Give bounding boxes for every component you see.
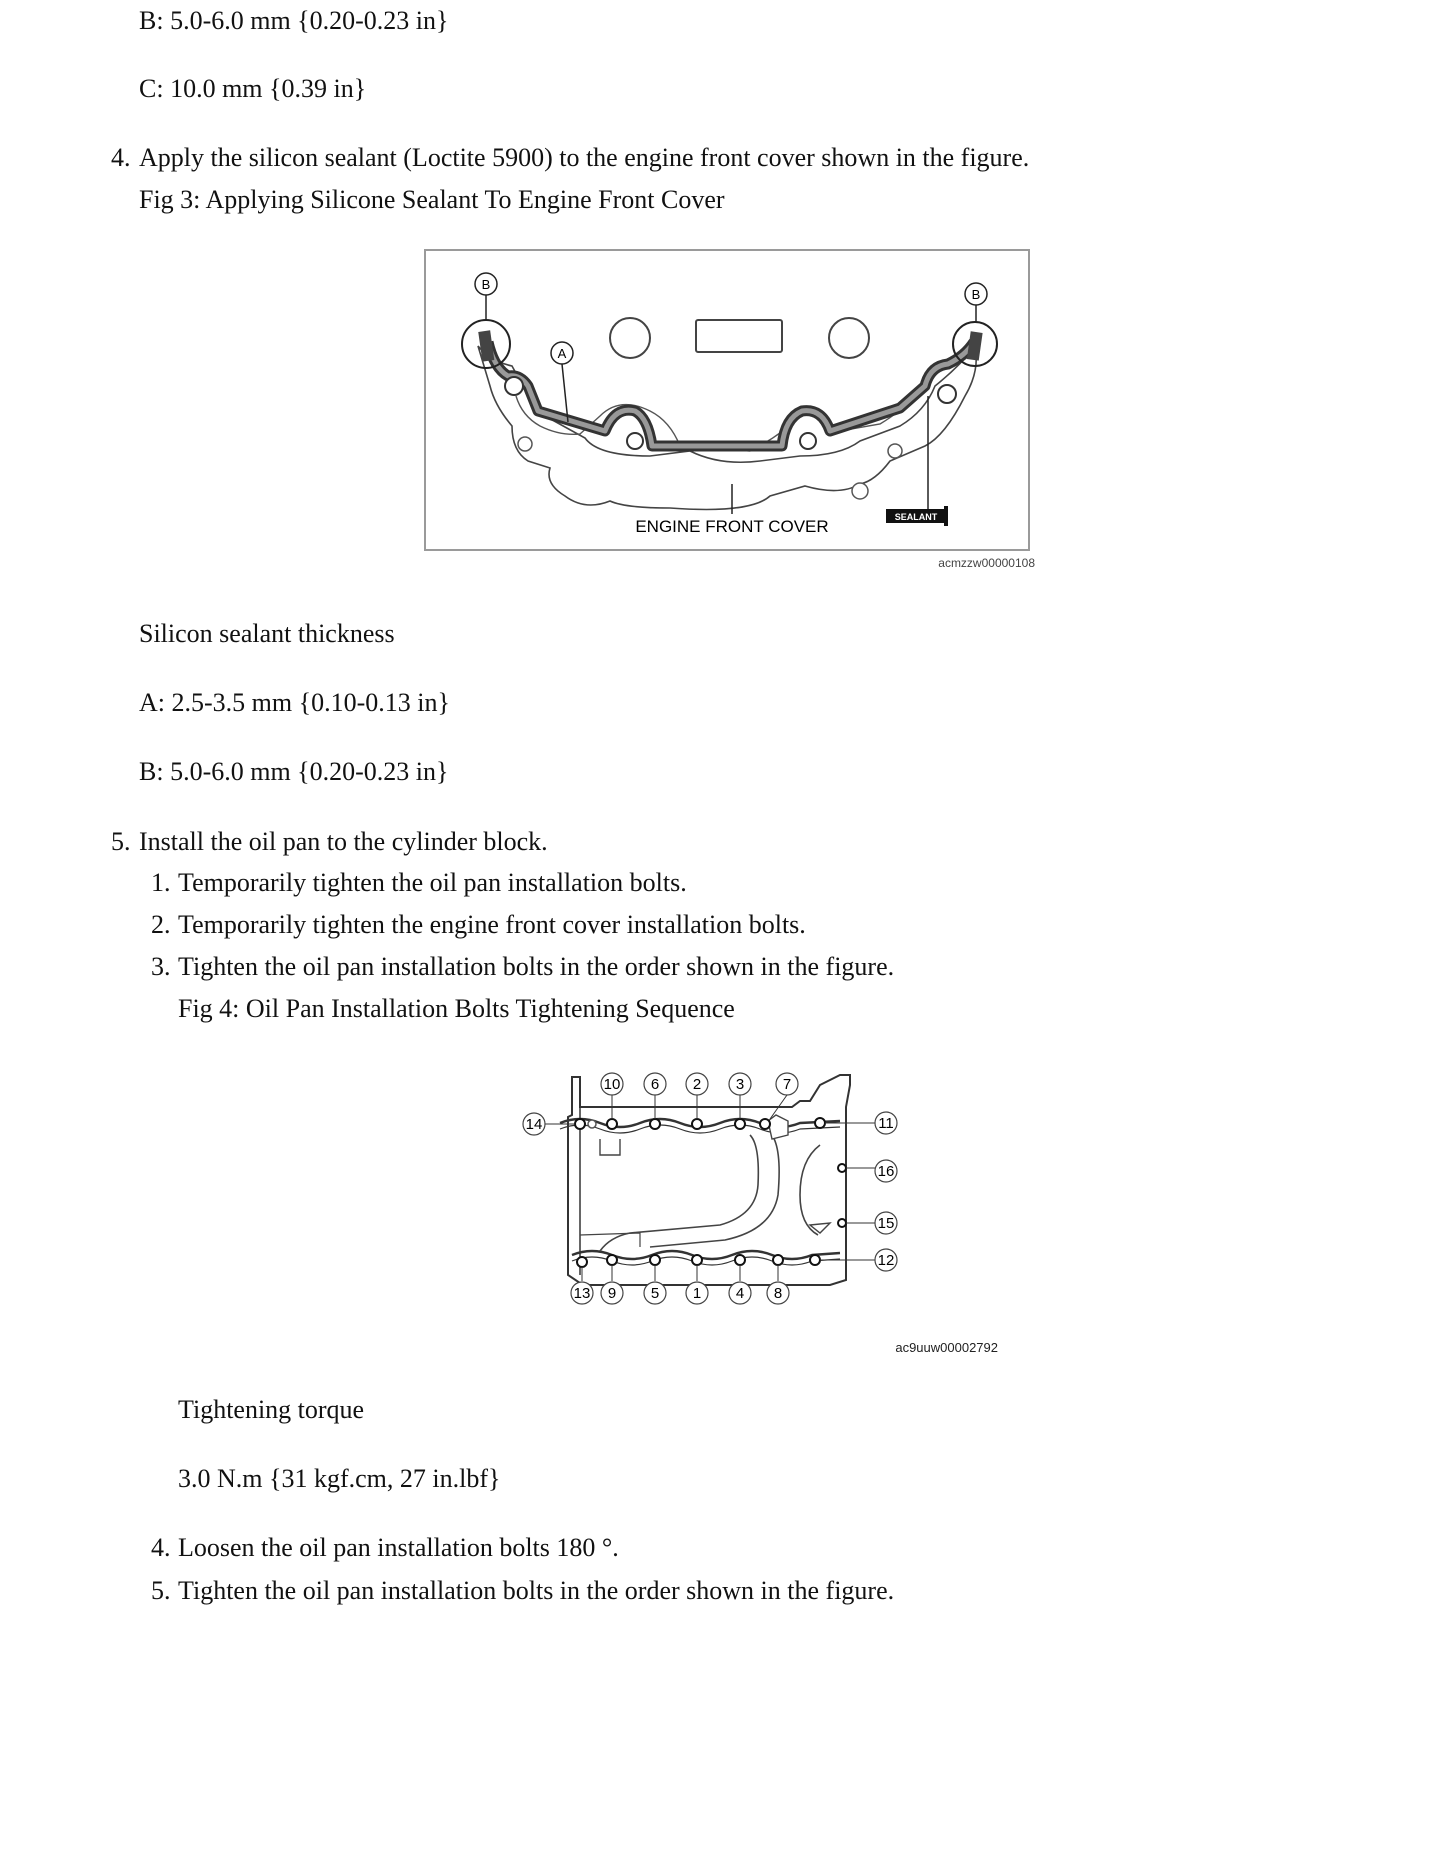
bolt-callout-9: 9 <box>607 1285 617 1302</box>
bolt-callout-3: 3 <box>735 1076 745 1093</box>
substep-2-number: 2. <box>151 910 171 939</box>
bolt-callout-2: 2 <box>692 1076 702 1093</box>
bolt-callout-5: 5 <box>650 1285 660 1302</box>
bolt-callout-14: 14 <box>525 1116 543 1133</box>
bolt-callout-11: 11 <box>878 1115 894 1132</box>
sealant-thickness-title: Silicon sealant thickness <box>139 619 395 648</box>
substep-2-text: Temporarily tighten the engine front cover installation bolts. <box>178 910 806 939</box>
substep-5-text: Tighten the oil pan installation bolts in the order shown in the figure. <box>178 1576 895 1605</box>
torque-title: Tightening torque <box>178 1395 365 1424</box>
step-5-number: 5. <box>111 827 131 856</box>
fig-3-cover-label: ENGINE FRONT COVER <box>635 517 829 536</box>
bolt-callout-16: 16 <box>877 1163 895 1180</box>
substep-5-number: 5. <box>151 1576 171 1605</box>
step-4-number: 4. <box>111 143 131 172</box>
substep-1-text: Temporarily tighten the oil pan installation bolts. <box>178 868 687 897</box>
fig-3-label-b-right: B <box>971 287 981 302</box>
substep-1-number: 1. <box>151 868 171 897</box>
bolt-callout-10: 10 <box>603 1076 621 1093</box>
bolt-callout-12: 12 <box>877 1252 895 1269</box>
bolt-callout-1: 1 <box>692 1285 702 1302</box>
fig-3-label-a: A <box>557 346 567 361</box>
spec-line-c-previous: C: 10.0 mm {0.39 in} <box>139 74 367 103</box>
fig-3-caption: Fig 3: Applying Silicone Sealant To Engine Front Cover <box>139 185 725 214</box>
fig-3-engine-front-cover-diagram <box>420 246 1040 576</box>
bolt-callout-4: 4 <box>735 1285 745 1302</box>
substep-4-text: Loosen the oil pan installation bolts 180 °. <box>178 1533 619 1562</box>
bolt-callout-13: 13 <box>573 1285 591 1302</box>
torque-value: 3.0 N.m {31 kgf.cm, 27 in.lbf} <box>178 1464 501 1493</box>
spec-line-b-previous: B: 5.0-6.0 mm {0.20-0.23 in} <box>139 6 449 35</box>
sealant-thickness-a: A: 2.5-3.5 mm {0.10-0.13 in} <box>139 688 450 717</box>
step-4-text: Apply the silicon sealant (Loctite 5900) to the engine front cover shown in the figure. <box>139 143 1030 172</box>
bolt-callout-8: 8 <box>773 1285 783 1302</box>
bolt-callout-6: 6 <box>650 1076 660 1093</box>
substep-4-number: 4. <box>151 1533 171 1562</box>
fig-3-label-b-left: B <box>481 277 491 292</box>
sealant-thickness-b: B: 5.0-6.0 mm {0.20-0.23 in} <box>139 757 449 786</box>
fig-4-caption: Fig 4: Oil Pan Installation Bolts Tightening Sequence <box>178 994 735 1023</box>
fig-4-oil-pan-bolt-sequence-diagram <box>520 1055 1000 1355</box>
substep-3-text: Tighten the oil pan installation bolts in the order shown in the figure. <box>178 952 895 981</box>
fig-3-image-id: acmzzw00000108 <box>938 556 1035 570</box>
bolt-callout-15: 15 <box>877 1215 895 1232</box>
step-5-text: Install the oil pan to the cylinder block. <box>139 827 548 856</box>
fig-4-image-id: ac9uuw00002792 <box>895 1340 998 1355</box>
bolt-callout-7: 7 <box>782 1076 792 1093</box>
substep-3-number: 3. <box>151 952 171 981</box>
fig-3-sealant-tag: SEALANT <box>894 512 938 522</box>
